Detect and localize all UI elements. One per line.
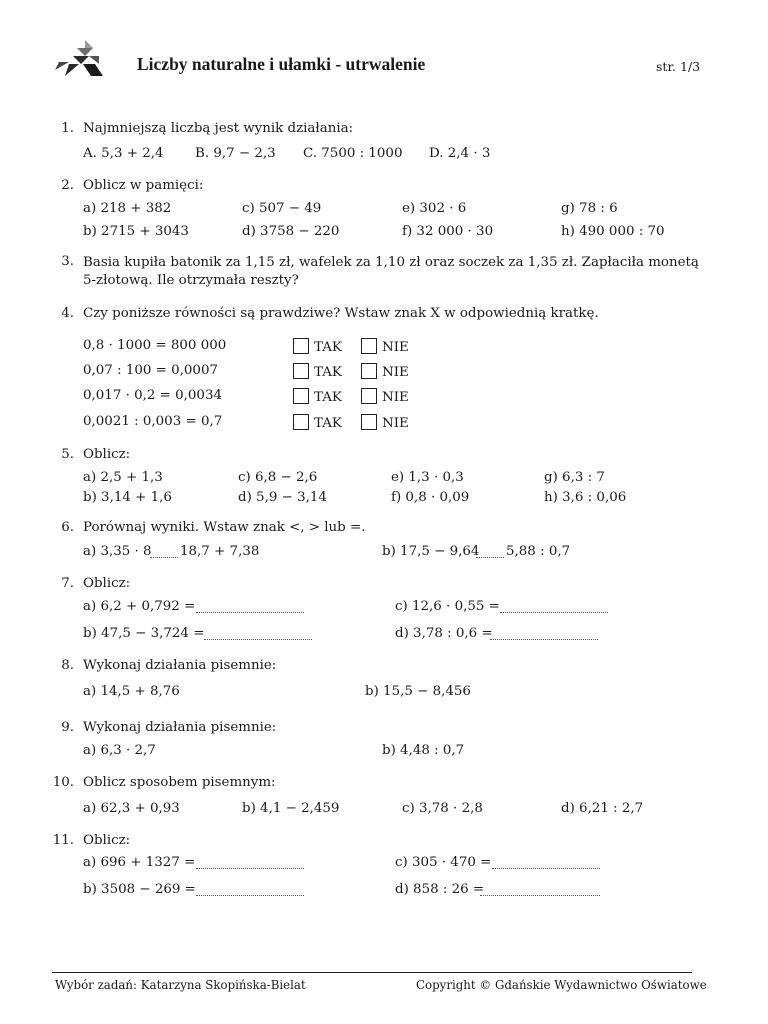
task-6-a-left: a) 3,35 · 8 (83, 544, 152, 559)
task-5-item-h: h) 3,6 : 0,06 (544, 490, 627, 505)
task-1-text: Najmniejszą liczbą jest wynik działania: (83, 121, 354, 136)
task-2-item-a: a) 218 + 382 (83, 201, 172, 216)
footer-copyright: Copyright © Gdańskie Wydawnictwo Oświatowe (416, 978, 707, 992)
task-1-option-b: B. 9,7 − 2,3 (195, 146, 276, 161)
task-5-number: 5. (61, 447, 74, 462)
task-11-number: 11. (52, 833, 74, 848)
task-7-item-a: a) 6,2 + 0,792 = (83, 599, 196, 614)
task-10-text: Oblicz sposobem pisemnym: (83, 775, 276, 790)
task-6-a-blank[interactable] (150, 544, 178, 562)
task-9-text: Wykonaj działania pisemnie: (83, 720, 277, 735)
footer-author: Wybór zadań: Katarzyna Skopińska-Bielat (55, 978, 306, 992)
task-5-text: Oblicz: (83, 447, 131, 462)
task-4-nie-option[interactable]: NIE (361, 414, 409, 431)
task-4-equation: 0,017 · 0,2 = 0,0034 (83, 388, 222, 403)
page-title: Liczby naturalne i ułamki - utrwalenie (137, 54, 426, 74)
answer-line[interactable] (500, 599, 608, 617)
task-10-item-b: b) 4,1 − 2,459 (242, 801, 340, 816)
task-8-number: 8. (61, 658, 74, 673)
task-7-text: Oblicz: (83, 576, 131, 591)
task-6-b-left: b) 17,5 − 9,64 (382, 544, 480, 559)
task-7-item-b: b) 47,5 − 3,724 = (83, 626, 205, 641)
task-1-option-c: C. 7500 : 1000 (303, 146, 403, 161)
task-2-item-h: h) 490 000 : 70 (561, 224, 665, 239)
task-5-item-g: g) 6,3 : 7 (544, 470, 605, 485)
task-8-item-a: a) 14,5 + 8,76 (83, 684, 180, 699)
task-6-b-right: 5,88 : 0,7 (506, 544, 571, 559)
task-2-item-c: c) 507 − 49 (242, 201, 322, 216)
task-5-item-a: a) 2,5 + 1,3 (83, 470, 163, 485)
task-4-equation: 0,0021 : 0,003 = 0,7 (83, 414, 223, 429)
checkbox[interactable] (361, 414, 377, 430)
task-6-text: Porównaj wyniki. Wstaw znak <, > lub =. (83, 520, 366, 535)
task-2-item-f: f) 32 000 · 30 (402, 224, 494, 239)
task-4-tak-option[interactable]: TAK (293, 388, 342, 405)
task-11-item-c: c) 305 · 470 = (395, 855, 492, 870)
task-11-item-b: b) 3508 − 269 = (83, 882, 196, 897)
task-2-number: 2. (61, 178, 74, 193)
task-2-item-g: g) 78 : 6 (561, 201, 618, 216)
task-2-item-d: d) 3758 − 220 (242, 224, 340, 239)
checkbox[interactable] (293, 414, 309, 430)
task-7-number: 7. (61, 576, 74, 591)
task-9-item-b: b) 4,48 : 0,7 (382, 743, 465, 758)
task-4-tak-option[interactable]: TAK (293, 338, 342, 355)
task-4-text: Czy poniższe równości są prawdziwe? Wstaw znak X w odpowiednią kratkę. (83, 306, 599, 321)
checkbox[interactable] (361, 338, 377, 354)
task-3-number: 3. (61, 254, 74, 269)
task-5-item-f: f) 0,8 · 0,09 (391, 490, 470, 505)
answer-line[interactable] (196, 882, 304, 900)
task-11-item-a: a) 696 + 1327 = (83, 855, 196, 870)
task-4-nie-option[interactable]: NIE (361, 363, 409, 380)
task-4-nie-option[interactable]: NIE (361, 388, 409, 405)
task-3-text-line1: Basia kupiła batonik za 1,15 zł, wafelek za 1,10 zł oraz soczek za 1,35 zł. Zapłaciła monetą (83, 255, 699, 270)
task-10-item-d: d) 6,21 : 2,7 (561, 801, 644, 816)
task-7-item-c: c) 12,6 · 0,55 = (395, 599, 500, 614)
task-4-tak-option[interactable]: TAK (293, 414, 342, 431)
task-11-text: Oblicz: (83, 833, 131, 848)
task-4-number: 4. (61, 306, 74, 321)
task-10-item-c: c) 3,78 · 2,8 (402, 801, 483, 816)
task-1-option-d: D. 2,4 · 3 (429, 146, 491, 161)
task-4-equation: 0,8 · 1000 = 800 000 (83, 338, 227, 353)
task-5-item-c: c) 6,8 − 2,6 (238, 470, 318, 485)
task-7-item-d: d) 3,78 : 0,6 = (395, 626, 493, 641)
task-11-item-d: d) 858 : 26 = (395, 882, 485, 897)
task-4-nie-option[interactable]: NIE (361, 338, 409, 355)
task-4-equation: 0,07 : 100 = 0,0007 (83, 363, 218, 378)
task-6-number: 6. (61, 520, 74, 535)
page-number: str. 1/3 (656, 59, 701, 74)
answer-line[interactable] (480, 882, 600, 900)
task-6-a-right: 18,7 + 7,38 (180, 544, 260, 559)
checkbox[interactable] (293, 388, 309, 404)
task-6-b-blank[interactable] (476, 544, 504, 562)
answer-line[interactable] (204, 626, 312, 644)
task-5-item-e: e) 1,3 · 0,3 (391, 470, 464, 485)
answer-line[interactable] (196, 599, 304, 617)
task-5-item-d: d) 5,9 − 3,14 (238, 490, 327, 505)
task-8-item-b: b) 15,5 − 8,456 (365, 684, 471, 699)
task-9-number: 9. (61, 720, 74, 735)
task-2-item-e: e) 302 · 6 (402, 201, 467, 216)
task-8-text: Wykonaj działania pisemnie: (83, 658, 277, 673)
task-5-item-b: b) 3,14 + 1,6 (83, 490, 172, 505)
task-2-text: Oblicz w pamięci: (83, 178, 204, 193)
publisher-logo (55, 40, 107, 80)
task-1-option-a: A. 5,3 + 2,4 (83, 146, 164, 161)
task-2-item-b: b) 2715 + 3043 (83, 224, 189, 239)
answer-line[interactable] (196, 855, 304, 873)
task-9-item-a: a) 6,3 · 2,7 (83, 743, 156, 758)
task-10-number: 10. (52, 775, 74, 790)
checkbox[interactable] (293, 363, 309, 379)
task-3-text-line2: 5-złotową. Ile otrzymała reszty? (83, 273, 299, 288)
task-4-tak-option[interactable]: TAK (293, 363, 342, 380)
task-10-item-a: a) 62,3 + 0,93 (83, 801, 180, 816)
checkbox[interactable] (293, 338, 309, 354)
answer-line[interactable] (490, 626, 598, 644)
checkbox[interactable] (361, 388, 377, 404)
footer-divider (52, 972, 692, 973)
checkbox[interactable] (361, 363, 377, 379)
answer-line[interactable] (492, 855, 600, 873)
task-1-number: 1. (61, 121, 74, 136)
